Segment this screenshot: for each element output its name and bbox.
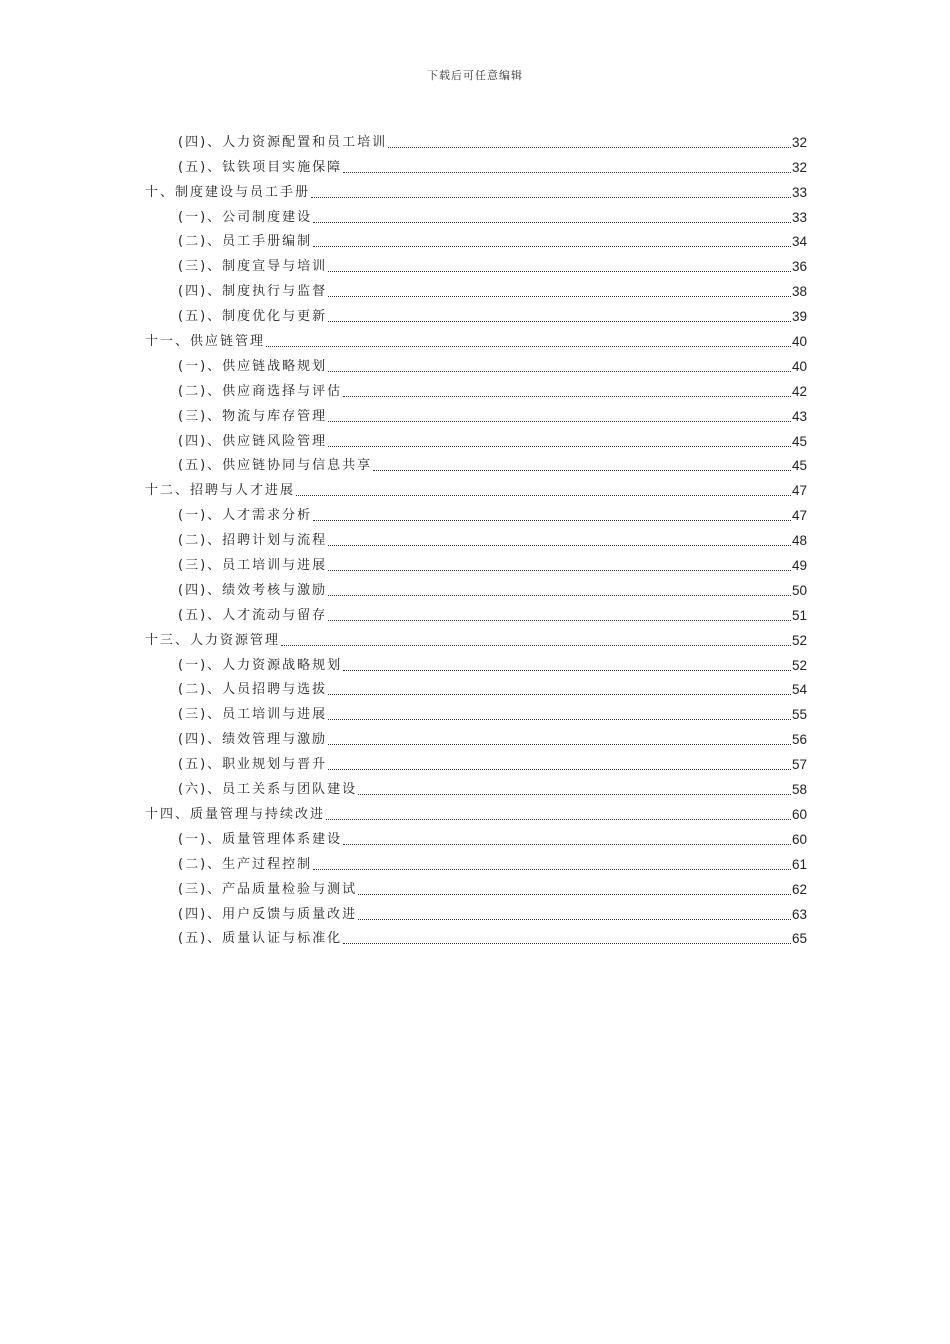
toc-page-number: 61 [791,856,807,872]
toc-section-entry[interactable] [145,749,807,774]
dot-leader [328,545,791,546]
dot-leader [328,371,791,372]
toc-page-number: 33 [791,184,807,200]
dot-leader [358,794,791,795]
toc-section-entry[interactable] [145,724,807,749]
toc-section-entry[interactable] [145,351,807,376]
toc-page-number: 32 [791,134,807,150]
toc-entry-title: (四)、用户反馈与质量改进 [178,906,358,922]
dot-leader [328,421,791,422]
dot-leader [328,296,791,297]
toc-section-entry[interactable] [145,127,807,152]
toc-entry-title: (五)、职业规划与晋升 [178,757,328,773]
dot-leader [313,520,791,521]
toc-page-number: 54 [791,682,807,698]
dot-leader [343,844,791,845]
toc-page-number: 40 [791,358,807,374]
toc-page-number: 51 [791,607,807,623]
toc-page-number: 48 [791,533,807,549]
toc-section-entry[interactable] [145,376,807,401]
toc-page-number: 62 [791,881,807,897]
toc-entry-title: 十二、招聘与人才进展 [145,483,296,499]
toc-section-entry[interactable] [145,849,807,874]
toc-page-number: 47 [791,508,807,524]
toc-section-entry[interactable] [145,500,807,525]
dot-leader [311,197,791,198]
toc-section-entry[interactable] [145,276,807,301]
dot-leader [313,869,791,870]
toc-chapter-entry[interactable] [145,326,807,351]
dot-leader [328,321,791,322]
toc-section-entry[interactable] [145,650,807,675]
toc-page-number: 50 [791,582,807,598]
dot-leader [373,470,791,471]
toc-entry-title: (四)、绩效管理与激励 [178,732,328,748]
toc-entry-title: (一)、质量管理体系建设 [178,831,343,847]
toc-page-number: 55 [791,707,807,723]
dot-leader [266,346,791,347]
toc-page-number: 42 [791,383,807,399]
toc-entry-title: (五)、人才流动与留存 [178,607,328,623]
toc-entry-title: 十三、人力资源管理 [145,632,281,648]
toc-section-entry[interactable] [145,525,807,550]
toc-section-entry[interactable] [145,600,807,625]
dot-leader [343,172,791,173]
dot-leader [328,271,791,272]
toc-entry-title: (三)、物流与库存管理 [178,408,328,424]
toc-section-entry[interactable] [145,301,807,326]
toc-page-number: 34 [791,234,807,250]
toc-chapter-entry[interactable] [145,177,807,202]
toc-section-entry[interactable] [145,924,807,949]
toc-page-number: 49 [791,558,807,574]
toc-section-entry[interactable] [145,824,807,849]
toc-section-entry[interactable] [145,699,807,724]
toc-entry-title: (二)、员工手册编制 [178,234,313,250]
toc-chapter-entry[interactable] [145,625,807,650]
dot-leader [358,894,791,895]
toc-section-entry[interactable] [145,675,807,700]
table-of-contents [145,127,807,948]
toc-entry-title: (一)、供应链战略规划 [178,358,328,374]
toc-section-entry[interactable] [145,899,807,924]
toc-section-entry[interactable] [145,874,807,899]
toc-page-number: 40 [791,334,807,350]
toc-entry-title: (三)、制度宣导与培训 [178,259,328,275]
toc-section-entry[interactable] [145,451,807,476]
toc-page-number: 38 [791,284,807,300]
toc-entry-title: (三)、员工培训与进展 [178,558,328,574]
toc-page-number: 39 [791,309,807,325]
toc-page-number: 47 [791,483,807,499]
dot-leader [328,570,791,571]
toc-entry-title: 十、制度建设与员工手册 [145,184,311,200]
toc-page-number: 63 [791,906,807,922]
toc-page-number: 52 [791,657,807,673]
toc-entry-title: (四)、制度执行与监督 [178,284,328,300]
toc-page-number: 60 [791,806,807,822]
dot-leader [328,595,791,596]
page-header: 下载后可任意编辑 [427,69,523,82]
toc-entry-title: (五)、钛铁项目实施保障 [178,159,343,175]
toc-section-entry[interactable] [145,550,807,575]
toc-entry-title: (四)、绩效考核与激励 [178,582,328,598]
toc-page-number: 33 [791,209,807,225]
toc-entry-title: 十一、供应链管理 [145,334,266,350]
toc-entry-title: (二)、供应商选择与评估 [178,383,343,399]
toc-page-number: 58 [791,782,807,798]
dot-leader [343,396,791,397]
toc-entry-title: (二)、招聘计划与流程 [178,533,328,549]
toc-entry-title: (一)、公司制度建设 [178,209,313,225]
toc-entry-title: (二)、生产过程控制 [178,856,313,872]
dot-leader [343,670,791,671]
toc-page-number: 57 [791,757,807,773]
dot-leader [326,819,791,820]
toc-section-entry[interactable] [145,575,807,600]
toc-section-entry[interactable] [145,227,807,252]
dot-leader [328,719,791,720]
dot-leader [328,769,791,770]
toc-page-number: 32 [791,159,807,175]
toc-page-number: 65 [791,931,807,947]
dot-leader [328,744,791,745]
toc-page-number: 60 [791,831,807,847]
toc-entry-title: (一)、人才需求分析 [178,508,313,524]
dot-leader [296,495,791,496]
dot-leader [388,147,791,148]
toc-entry-title: (四)、人力资源配置和员工培训 [178,134,388,150]
toc-page-number: 52 [791,632,807,648]
toc-page-number: 36 [791,259,807,275]
toc-chapter-entry[interactable] [145,799,807,824]
toc-entry-title: (六)、员工关系与团队建设 [178,782,358,798]
toc-section-entry[interactable] [145,202,807,227]
toc-entry-title: 十四、质量管理与持续改进 [145,806,326,822]
dot-leader [313,246,791,247]
toc-entry-title: (五)、制度优化与更新 [178,309,328,325]
toc-section-entry[interactable] [145,152,807,177]
toc-section-entry[interactable] [145,251,807,276]
dot-leader [281,645,791,646]
toc-page-number: 45 [791,458,807,474]
toc-section-entry[interactable] [145,774,807,799]
dot-leader [358,919,791,920]
toc-page-number: 45 [791,433,807,449]
toc-page-number: 43 [791,408,807,424]
dot-leader [328,694,791,695]
toc-entry-title: (五)、供应链协同与信息共享 [178,458,373,474]
dot-leader [328,446,791,447]
dot-leader [313,222,791,223]
dot-leader [328,620,791,621]
toc-entry-title: (五)、质量认证与标准化 [178,931,343,947]
toc-section-entry[interactable] [145,426,807,451]
toc-page-number: 56 [791,732,807,748]
toc-chapter-entry[interactable] [145,475,807,500]
toc-entry-title: (三)、员工培训与进展 [178,707,328,723]
toc-entry-title: (三)、产品质量检验与测试 [178,881,358,897]
toc-entry-title: (二)、人员招聘与选拔 [178,682,328,698]
toc-entry-title: (四)、供应链风险管理 [178,433,328,449]
toc-section-entry[interactable] [145,401,807,426]
toc-entry-title: (一)、人力资源战略规划 [178,657,343,673]
dot-leader [343,943,791,944]
